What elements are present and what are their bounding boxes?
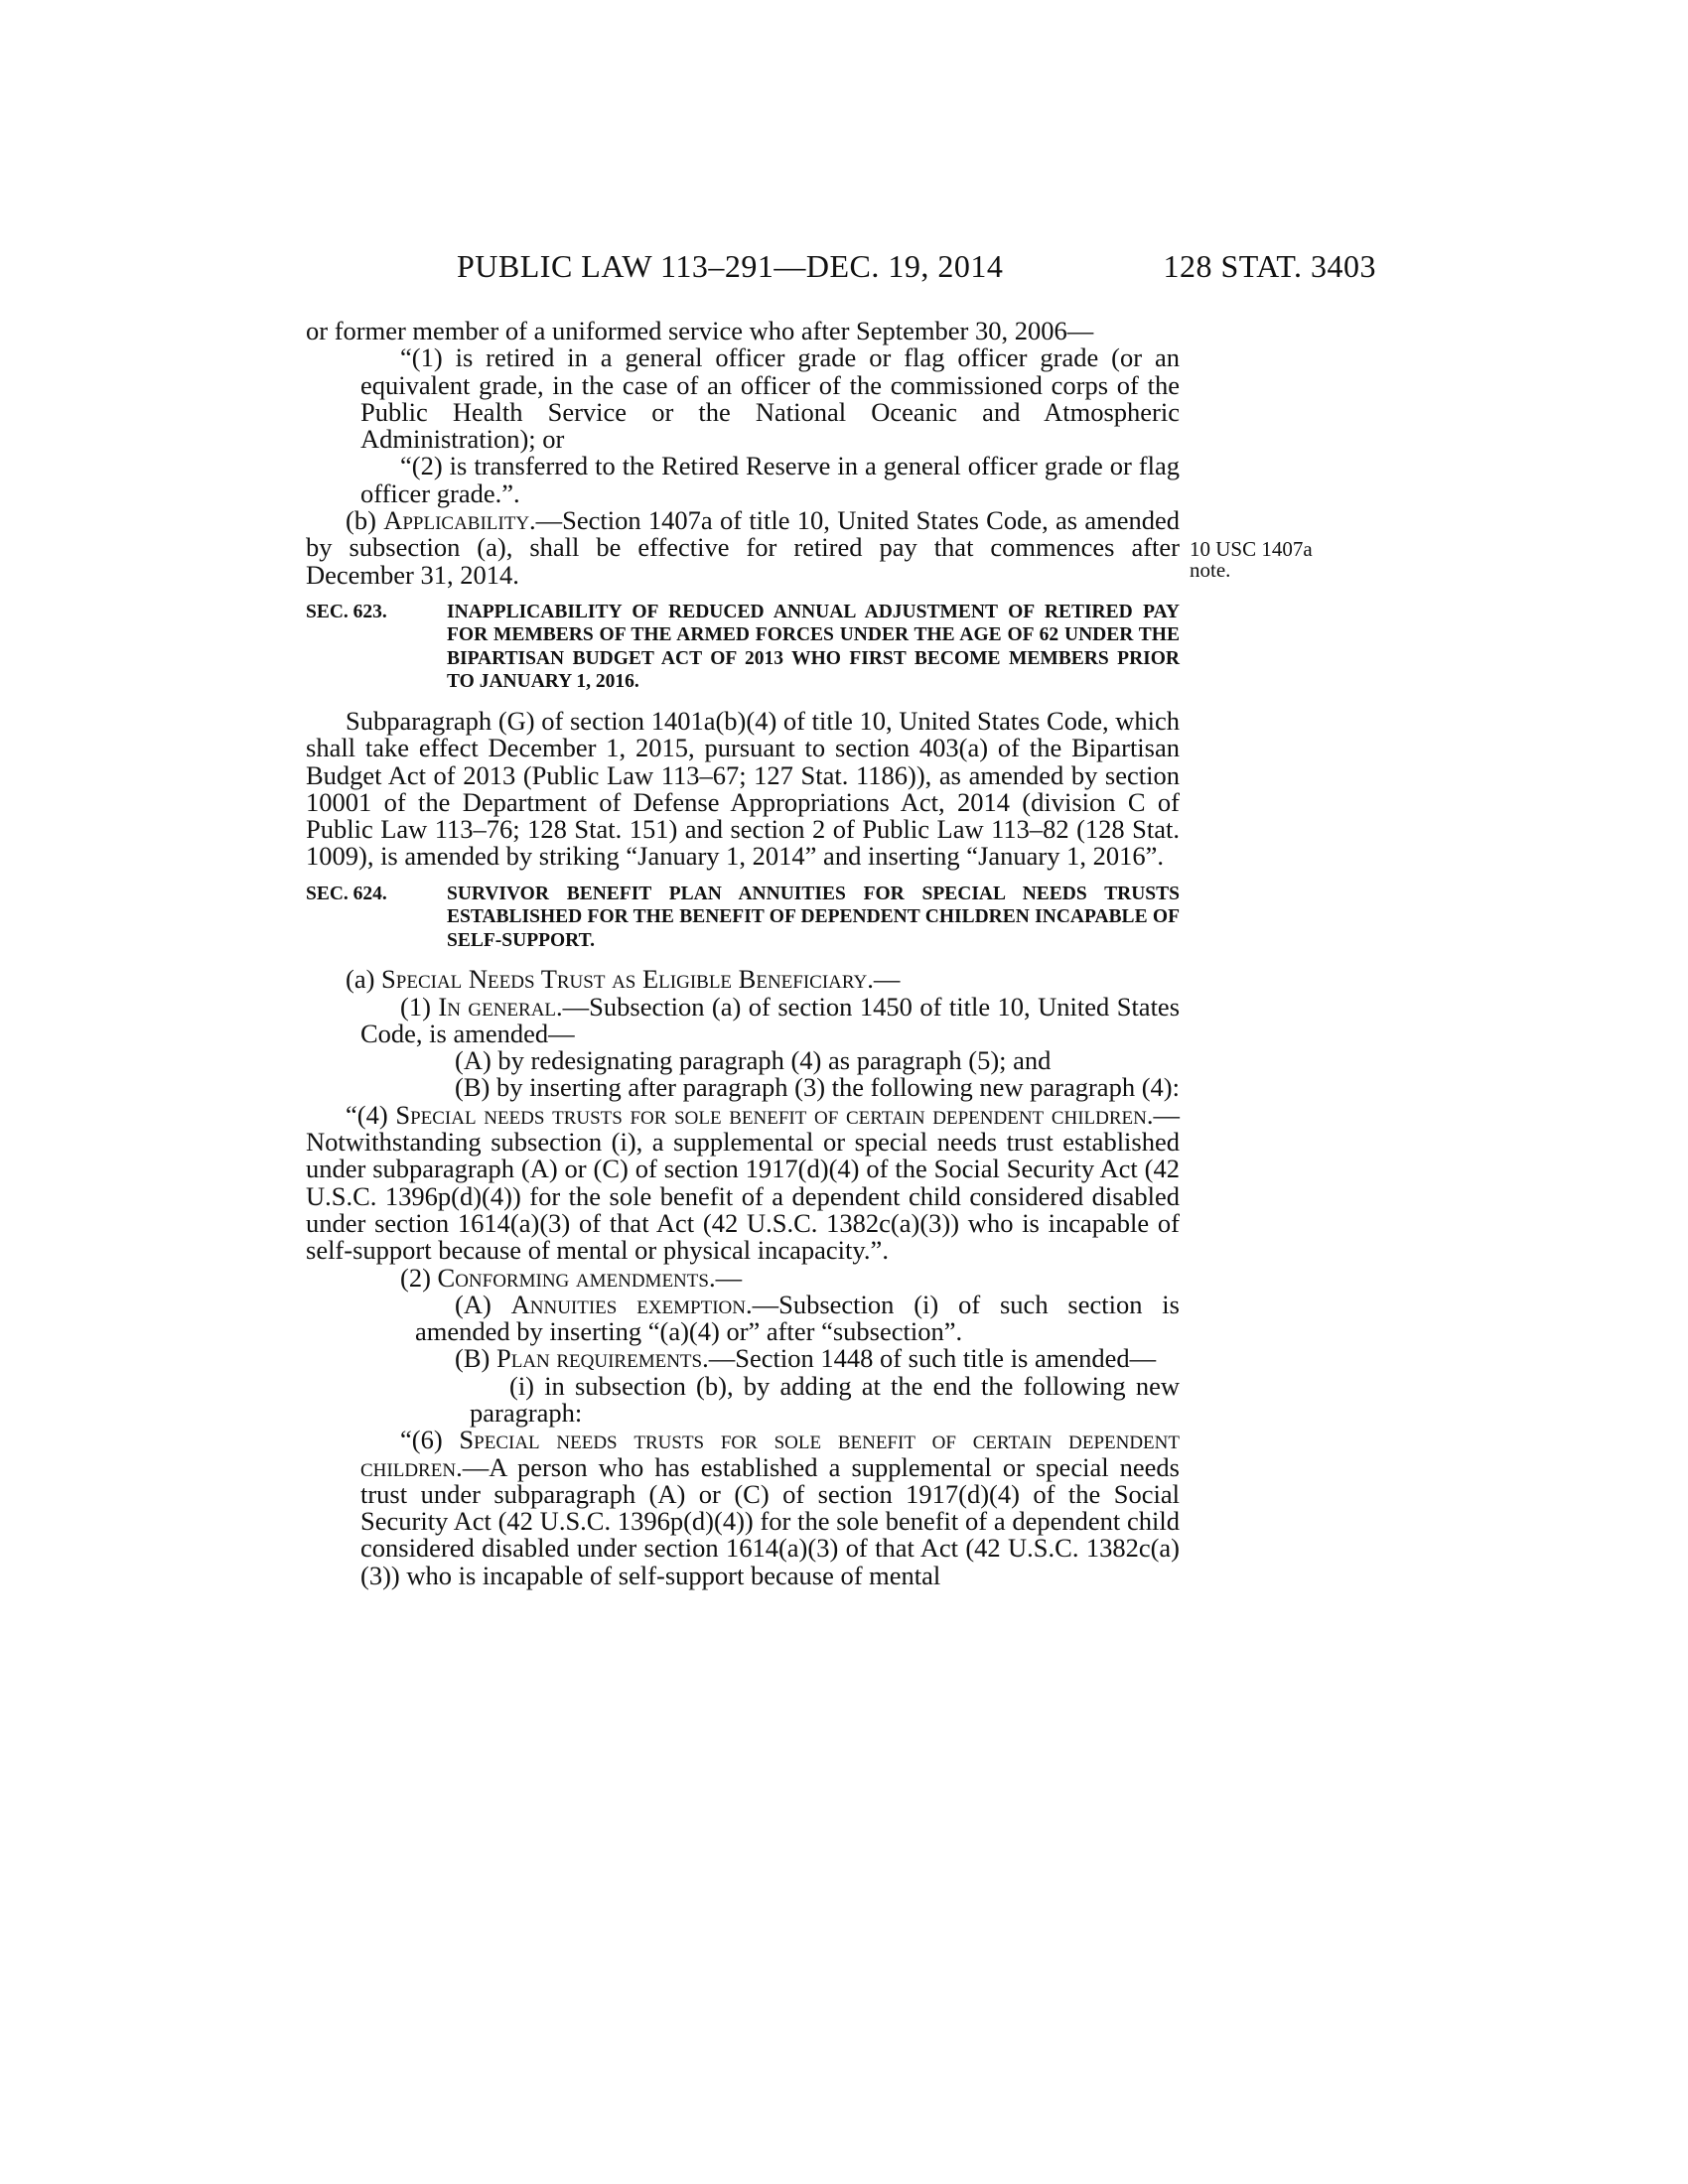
quoted-paragraph-4-text: .—Notwithstanding subsection (i), a supplemental or special needs trust established under subparagraph (A) or (C) of section 1917(d)(4) of the Social Security Act (42 U.S.C. 1396p(d)(4)) for the sole benefit of a dependent child considered disabled under section 1614(a)(3) of that Act (42 U.S.C. 1382c(a)(3)) who is incapable of self-support because of mental or physical incapacity.”.: [306, 1099, 1180, 1266]
subparagraph-B-insert: (B) by inserting after paragraph (3) the following new paragraph (4):: [455, 1072, 1180, 1103]
clause-i: (i) in subsection (b), by adding at the end the following new paragraph:: [470, 1370, 1180, 1428]
paragraph-1-label: (1): [400, 991, 439, 1022]
subparagraph-B-plan: [306, 1345, 1180, 1372]
subsection-b-heading: Applicability: [383, 505, 530, 536]
subparagraph-B-heading: Plan requirements: [495, 1343, 703, 1374]
subsection-a-text: .—: [867, 964, 901, 995]
subsection-b-text: .—Section 1407a of title 10, United States Code, as amended by subsection (a), shall be effective for retired pay that commences after December 31, 2014.: [306, 505, 1181, 590]
subparagraph-A-label: (A): [455, 1289, 511, 1319]
quoted-paragraph-1: [306, 344, 1180, 453]
quoted-paragraph-6-label: “(6): [400, 1425, 460, 1455]
section-623-title: INAPPLICABILITY OF REDUCED ANNUAL ADJUSTMENT OF RETIRED PAY FOR MEMBERS OF THE ARMED FORCES UNDER THE AGE OF 62 UNDER THE BIPARTISAN BUDGET ACT OF 2013 WHO FIRST BECOME MEMBERS PRIOR TO JANUARY 1, 2016.: [447, 601, 1180, 693]
quoted-paragraph-1-text: “(1) is retired in a general officer grade or flag officer grade (or an equivalent grade, in the case of an officer of the commissioned corps of the Public Health Service or the National Oceanic and Atmospheric Administration); or: [360, 342, 1180, 455]
quoted-paragraph-6-heading: Special needs trusts for sole benefit of certain dependent children: [360, 1425, 1180, 1482]
quoted-paragraph-4-label: “(4): [346, 1099, 396, 1130]
section-624-title: SURVIVOR BENEFIT PLAN ANNUITIES FOR SPECIAL NEEDS TRUSTS ESTABLISHED FOR THE BENEFIT OF DEPENDENT CHILDREN INCAPABLE OF SELF-SUPPORT.: [447, 883, 1180, 951]
paragraph-2-text: .—: [708, 1262, 743, 1293]
section-623-text: Subparagraph (G) of section 1401a(b)(4) of title 10, United States Code, which shall take effect December 1, 2015, pursuant to section 403(a) of the Bipartisan Budget Act of 2013 (Public Law 113–67; 127 Stat. 1186)), as amended by section 10001 of the Department of Defense Appropriations Act, 2014 (division C of Public Law 113–76; 128 Stat. 151) and section 2 of Public Law 113–82 (128 Stat. 1009), is amended by striking “January 1, 2014” and inserting “January 1, 2016”.: [306, 705, 1180, 872]
section-623-heading: [306, 601, 1180, 694]
subsection-b-label: (b): [346, 505, 384, 536]
paragraph-1-text: .—Subsection (a) of section 1450 of title 10, United States Code, is amended—: [360, 991, 1181, 1048]
section-623-number: SEC. 623.: [306, 601, 387, 622]
quoted-paragraph-6: [306, 1427, 1180, 1589]
section-624-number: SEC. 624.: [306, 883, 387, 904]
paragraph-continuation: or former member of a uniformed service who after September 30, 2006—: [306, 316, 1094, 345]
page-header: [298, 248, 1376, 288]
subparagraph-A-heading: Annuities exemption: [510, 1289, 746, 1319]
subsection-a: [306, 966, 1180, 993]
subparagraph-B-label: (B): [455, 1343, 496, 1374]
quoted-paragraph-2-text: “(2) is transferred to the Retired Reserve in a general officer grade or flag officer grade.”.: [360, 451, 1180, 508]
subparagraph-A-redesignate: (A) by redesignating paragraph (4) as paragraph (5); and: [455, 1045, 1052, 1076]
paragraph-2-conforming: [306, 1262, 1180, 1293]
document-body: [306, 318, 1180, 1589]
paragraph-2-label: (2): [400, 1262, 438, 1293]
subparagraph-A-text: .—Subsection (i) of such section is amended by inserting “(a)(4) or” after “subsection”.: [415, 1289, 1180, 1347]
margin-note-citation: 10 USC 1407a: [1190, 537, 1313, 561]
paragraph-2-heading: Conforming amendments: [437, 1262, 709, 1293]
running-head-stat-page: 128 STAT. 3403: [1163, 248, 1376, 284]
subsection-a-heading: Special Needs Trust as Eligible Beneficiary: [381, 964, 868, 995]
margin-note-label: note.: [1190, 558, 1231, 582]
subsection-a-label: (a): [346, 964, 382, 995]
quoted-paragraph-2: [306, 453, 1180, 507]
quoted-paragraph-6-text: .—A person who has established a supplemental or special needs trust under subparagraph (A) or (C) of section 1917(d)(4) of the Social Security Act (42 U.S.C. 1396p(d)(4)) for the sole benefit of a dependent child considered disabled under section 1614(a)(3) of that Act (42 U.S.C. 1382c(a)(3)) who is incapable of self-support because of mental: [360, 1451, 1180, 1590]
running-head-law: PUBLIC LAW 113–291—DEC. 19, 2014: [457, 248, 1004, 284]
paragraph-1-heading: In general: [438, 991, 557, 1022]
quoted-paragraph-4: [306, 1099, 1180, 1266]
subparagraph-B-text: .—Section 1448 of such title is amended—: [702, 1343, 1157, 1374]
subparagraph-A-annuities: [306, 1289, 1180, 1347]
quoted-paragraph-4-heading: Special needs trusts for sole benefit of certain dependent children: [395, 1099, 1147, 1130]
subsection-b: [306, 507, 1180, 589]
margin-note: [1190, 539, 1378, 581]
section-624-heading: [306, 883, 1180, 953]
paragraph-1-in-general: [306, 991, 1181, 1048]
